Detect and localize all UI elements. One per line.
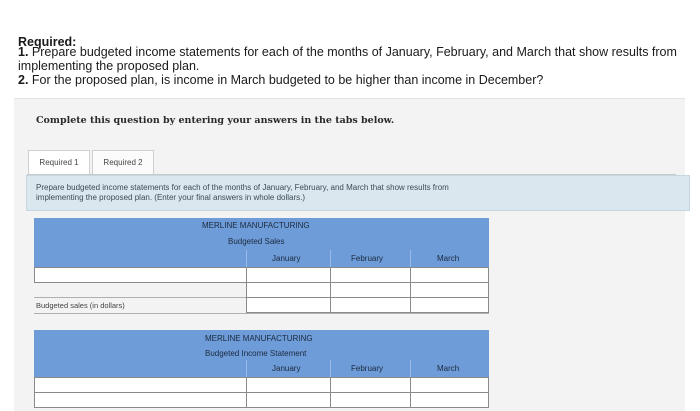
sales-header-divider bbox=[330, 250, 331, 267]
income-header-divider bbox=[246, 360, 247, 377]
sales-february-input[interactable] bbox=[330, 297, 411, 313]
income-row-label-input[interactable] bbox=[34, 392, 247, 408]
income-january-input[interactable] bbox=[246, 377, 331, 393]
sales-company-name: MERLINE MANUFACTURING bbox=[202, 221, 310, 230]
sales-header-divider bbox=[410, 250, 411, 267]
income-january-input[interactable] bbox=[246, 392, 331, 408]
income-header-divider bbox=[410, 360, 411, 377]
sales-february-input[interactable] bbox=[330, 282, 411, 298]
income-header-divider bbox=[330, 360, 331, 377]
row-divider bbox=[34, 313, 489, 314]
instructions-line-1: Prepare budgeted income statements for each of the months of January, February, and March that show results from bbox=[36, 183, 449, 192]
instructions-line-2: implementing the proposed plan. (Enter your final answers in whole dollars.) bbox=[36, 193, 306, 202]
required-item-2-text: For the proposed plan, is income in March budgeted to be higher than income in December? bbox=[31, 73, 544, 87]
required-heading: Required: bbox=[18, 35, 77, 49]
income-march-input[interactable] bbox=[410, 377, 489, 393]
sales-january-input[interactable] bbox=[246, 297, 331, 313]
sales-header-divider bbox=[246, 250, 247, 267]
sales-table-title: Budgeted Sales bbox=[228, 237, 285, 246]
income-col-january: January bbox=[272, 364, 301, 373]
income-february-input[interactable] bbox=[330, 392, 411, 408]
sales-january-input[interactable] bbox=[246, 282, 331, 298]
income-february-input[interactable] bbox=[330, 377, 411, 393]
instruction-banner: Complete this question by entering your answers in the tabs below. bbox=[36, 115, 395, 126]
sales-row-label-input[interactable] bbox=[34, 267, 247, 283]
sales-col-march: March bbox=[437, 254, 460, 263]
income-row-label-input[interactable] bbox=[34, 377, 247, 393]
sales-march-input[interactable] bbox=[410, 267, 489, 283]
sales-col-february: February bbox=[351, 254, 384, 263]
income-march-input[interactable] bbox=[410, 392, 489, 408]
sales-col-january: January bbox=[272, 254, 301, 263]
sales-march-input[interactable] bbox=[410, 282, 489, 298]
required-item-2 bbox=[18, 73, 543, 87]
tab-required-2[interactable]: Required 2 bbox=[92, 150, 154, 174]
sales-row-label: Budgeted sales (in dollars) bbox=[36, 301, 125, 310]
required-item-1 bbox=[18, 45, 677, 59]
required-item-1-cont: implementing the proposed plan. bbox=[18, 59, 200, 73]
required-item-1-number: 1. bbox=[18, 45, 29, 59]
income-company-name: MERLINE MANUFACTURING bbox=[205, 334, 313, 343]
sales-march-input[interactable] bbox=[410, 297, 489, 313]
sales-february-input[interactable] bbox=[330, 267, 411, 283]
income-col-february: February bbox=[351, 364, 384, 373]
tab-required-1[interactable]: Required 1 bbox=[28, 150, 90, 174]
income-col-march: March bbox=[437, 364, 460, 373]
instructions-box bbox=[26, 175, 690, 211]
income-table-title: Budgeted Income Statement bbox=[205, 349, 307, 358]
required-item-2-number: 2. bbox=[18, 73, 29, 87]
required-item-1-text: Prepare budgeted income statements for each of the months of January, February, and March that show results from bbox=[31, 45, 677, 59]
sales-january-input[interactable] bbox=[246, 267, 331, 283]
